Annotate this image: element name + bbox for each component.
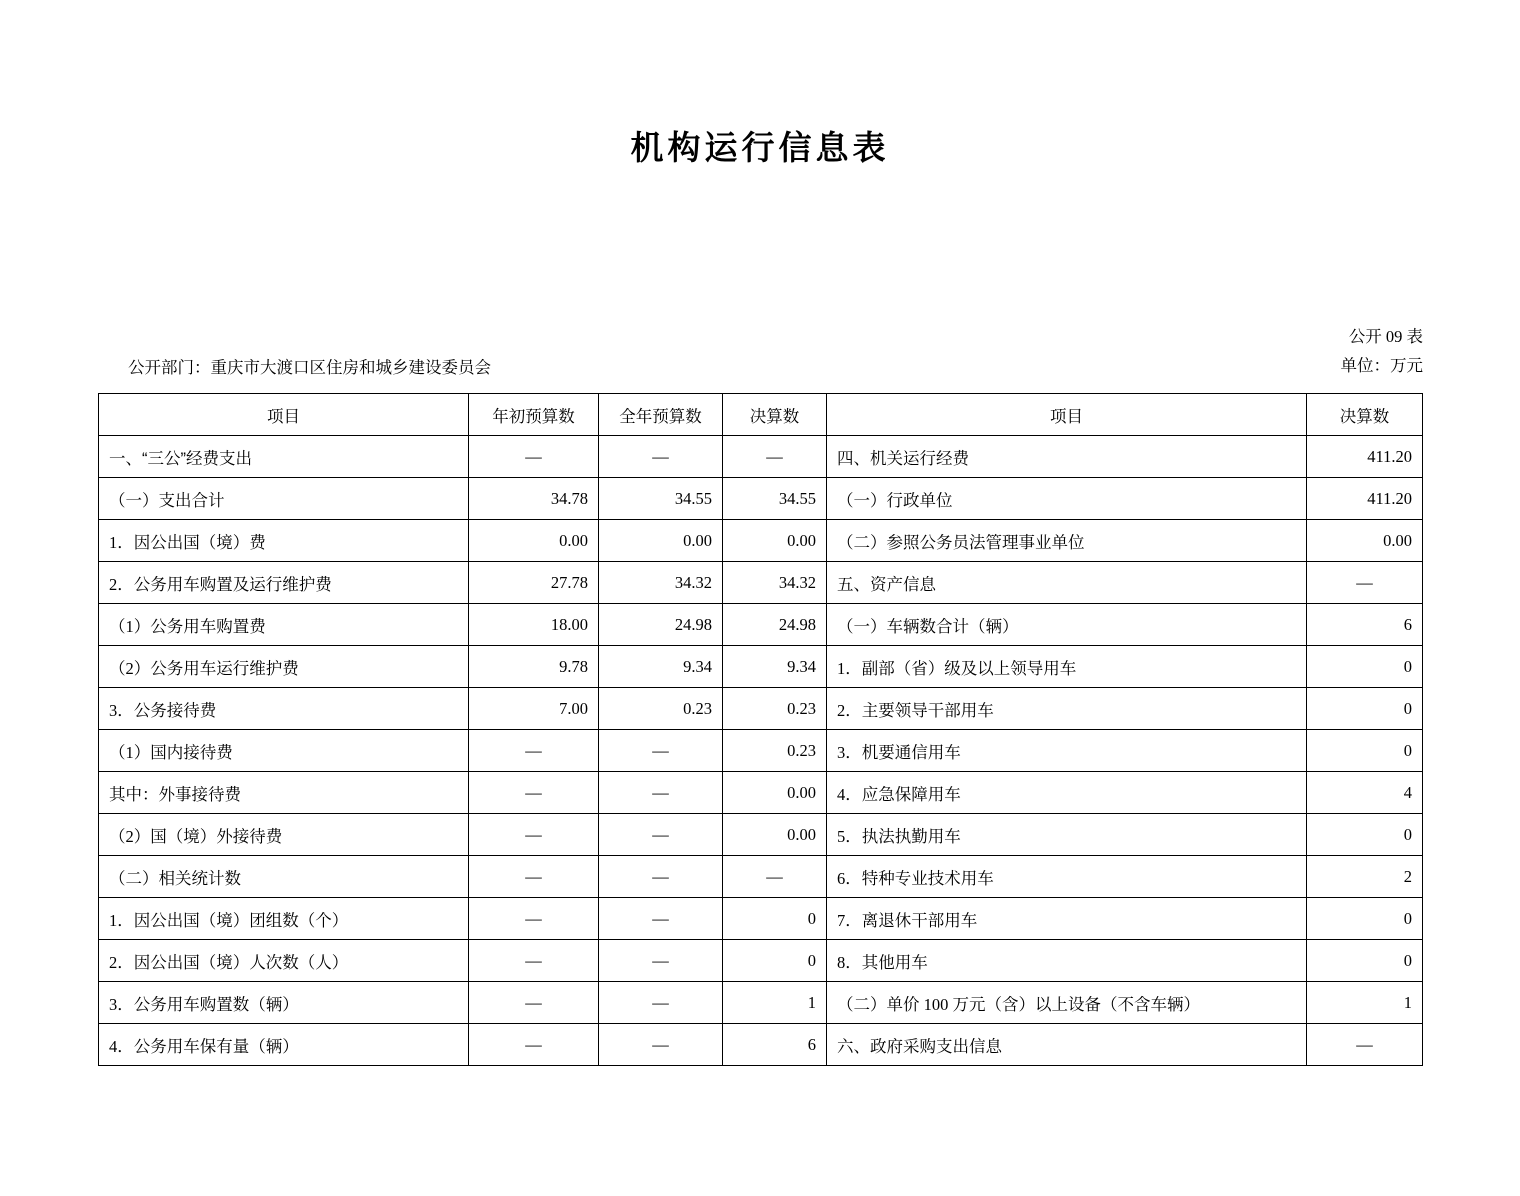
row-full-year-budget: — [599, 814, 723, 856]
row-final-account: 0 [723, 940, 827, 982]
row-full-year-budget: — [599, 856, 723, 898]
row-year-begin-budget: — [469, 1024, 599, 1066]
row-year-begin-budget: 9.78 [469, 646, 599, 688]
row-full-year-budget: 0.00 [599, 520, 723, 562]
row-right-label: 4．应急保障用车 [827, 772, 1307, 814]
row-right-label: 8．其他用车 [827, 940, 1307, 982]
form-meta [1341, 322, 1424, 380]
row-right-final-account: — [1307, 562, 1423, 604]
row-full-year-budget: 34.32 [599, 562, 723, 604]
row-final-account: 0.00 [723, 772, 827, 814]
row-left-label: 一、“三公”经费支出 [99, 436, 469, 478]
page-title: 机构运行信息表 [630, 129, 890, 166]
row-year-begin-budget: — [469, 814, 599, 856]
row-year-begin-budget: 7.00 [469, 688, 599, 730]
header-left-item: 项目 [99, 394, 469, 436]
table-row [99, 520, 1423, 562]
row-left-label: （2）公务用车运行维护费 [99, 646, 469, 688]
table-row [99, 604, 1423, 646]
row-full-year-budget: 24.98 [599, 604, 723, 646]
row-full-year-budget: — [599, 898, 723, 940]
row-year-begin-budget: — [469, 898, 599, 940]
row-year-begin-budget: 18.00 [469, 604, 599, 646]
row-final-account: 0.23 [723, 688, 827, 730]
table-row [99, 898, 1423, 940]
row-right-label: 7．离退休干部用车 [827, 898, 1307, 940]
row-full-year-budget: — [599, 982, 723, 1024]
row-right-final-account: 0 [1307, 940, 1423, 982]
row-left-label: 1．因公出国（境）团组数（个） [99, 898, 469, 940]
row-right-final-account: 0 [1307, 646, 1423, 688]
row-right-label: （一）车辆数合计（辆） [827, 604, 1307, 646]
row-full-year-budget: 34.55 [599, 478, 723, 520]
header-full-year-budget: 全年预算数 [599, 394, 723, 436]
row-year-begin-budget: 0.00 [469, 520, 599, 562]
row-full-year-budget: 9.34 [599, 646, 723, 688]
table-row [99, 478, 1423, 520]
row-final-account: 0.23 [723, 730, 827, 772]
row-left-label: （二）相关统计数 [99, 856, 469, 898]
row-full-year-budget: 0.23 [599, 688, 723, 730]
row-full-year-budget: — [599, 940, 723, 982]
row-right-final-account: 411.20 [1307, 436, 1423, 478]
row-right-label: （二）单价 100 万元（含）以上设备（不含车辆） [827, 982, 1307, 1024]
table-row [99, 856, 1423, 898]
row-final-account: 34.32 [723, 562, 827, 604]
row-left-label: 4．公务用车保有量（辆） [99, 1024, 469, 1066]
table-row [99, 982, 1423, 1024]
row-final-account: 0.00 [723, 814, 827, 856]
header-right-final-account: 决算数 [1307, 394, 1423, 436]
row-right-final-account: 0 [1307, 688, 1423, 730]
row-year-begin-budget: — [469, 730, 599, 772]
row-right-final-account: 2 [1307, 856, 1423, 898]
table-row [99, 436, 1423, 478]
row-final-account: 0.00 [723, 520, 827, 562]
row-full-year-budget: — [599, 1024, 723, 1066]
header-right-item: 项目 [827, 394, 1307, 436]
row-full-year-budget: — [599, 436, 723, 478]
row-right-label: （一）行政单位 [827, 478, 1307, 520]
row-final-account: 34.55 [723, 478, 827, 520]
row-right-label: 2．主要领导干部用车 [827, 688, 1307, 730]
row-final-account: 9.34 [723, 646, 827, 688]
row-right-label: 五、资产信息 [827, 562, 1307, 604]
row-right-label: （二）参照公务员法管理事业单位 [827, 520, 1307, 562]
row-full-year-budget: — [599, 772, 723, 814]
unit-label: 单位：万元 [1340, 356, 1423, 375]
table-row [99, 730, 1423, 772]
header-final-account: 决算数 [723, 394, 827, 436]
row-left-label: 3．公务用车购置数（辆） [99, 982, 469, 1024]
row-right-final-account: 0.00 [1307, 520, 1423, 562]
row-final-account: 24.98 [723, 604, 827, 646]
row-final-account: 1 [723, 982, 827, 1024]
row-left-label: 3．公务接待费 [99, 688, 469, 730]
row-final-account: 6 [723, 1024, 827, 1066]
row-left-label: （1）公务用车购置费 [99, 604, 469, 646]
row-right-final-account: 1 [1307, 982, 1423, 1024]
row-right-final-account: 0 [1307, 814, 1423, 856]
row-right-label: 1．副部（省）级及以上领导用车 [827, 646, 1307, 688]
row-final-account: 0 [723, 898, 827, 940]
row-right-final-account: 0 [1307, 730, 1423, 772]
row-right-final-account: 411.20 [1307, 478, 1423, 520]
row-year-begin-budget: — [469, 940, 599, 982]
table-header-row [99, 394, 1423, 436]
row-right-final-account: 0 [1307, 898, 1423, 940]
row-year-begin-budget: — [469, 772, 599, 814]
row-left-label: （一）支出合计 [99, 478, 469, 520]
table-row [99, 688, 1423, 730]
row-left-label: 其中：外事接待费 [99, 772, 469, 814]
row-right-label: 六、政府采购支出信息 [827, 1024, 1307, 1066]
row-left-label: 2．因公出国（境）人次数（人） [99, 940, 469, 982]
organization-operation-table [98, 393, 1423, 1066]
table-row [99, 940, 1423, 982]
row-left-label: （1）国内接待费 [99, 730, 469, 772]
table-row [99, 814, 1423, 856]
form-number: 公开 09 表 [1348, 327, 1423, 346]
row-right-final-account: 4 [1307, 772, 1423, 814]
row-year-begin-budget: 34.78 [469, 478, 599, 520]
row-year-begin-budget: 27.78 [469, 562, 599, 604]
row-final-account: — [723, 436, 827, 478]
department-label: 公开部门：重庆市大渡口区住房和城乡建设委员会 [128, 358, 491, 377]
header-year-begin-budget: 年初预算数 [469, 394, 599, 436]
row-right-label: 3．机要通信用车 [827, 730, 1307, 772]
row-right-final-account: — [1307, 1024, 1423, 1066]
row-year-begin-budget: — [469, 436, 599, 478]
row-year-begin-budget: — [469, 856, 599, 898]
row-left-label: （2）国（境）外接待费 [99, 814, 469, 856]
table-row [99, 1024, 1423, 1066]
row-right-label: 四、机关运行经费 [827, 436, 1307, 478]
row-final-account: — [723, 856, 827, 898]
table-row [99, 772, 1423, 814]
table-row [99, 562, 1423, 604]
row-right-final-account: 6 [1307, 604, 1423, 646]
row-full-year-budget: — [599, 730, 723, 772]
table-body [99, 436, 1423, 1066]
row-right-label: 5．执法执勤用车 [827, 814, 1307, 856]
table-row [99, 646, 1423, 688]
row-right-label: 6．特种专业技术用车 [827, 856, 1307, 898]
row-year-begin-budget: — [469, 982, 599, 1024]
document-page [0, 122, 1520, 1196]
row-left-label: 2．公务用车购置及运行维护费 [99, 562, 469, 604]
row-left-label: 1．因公出国（境）费 [99, 520, 469, 562]
